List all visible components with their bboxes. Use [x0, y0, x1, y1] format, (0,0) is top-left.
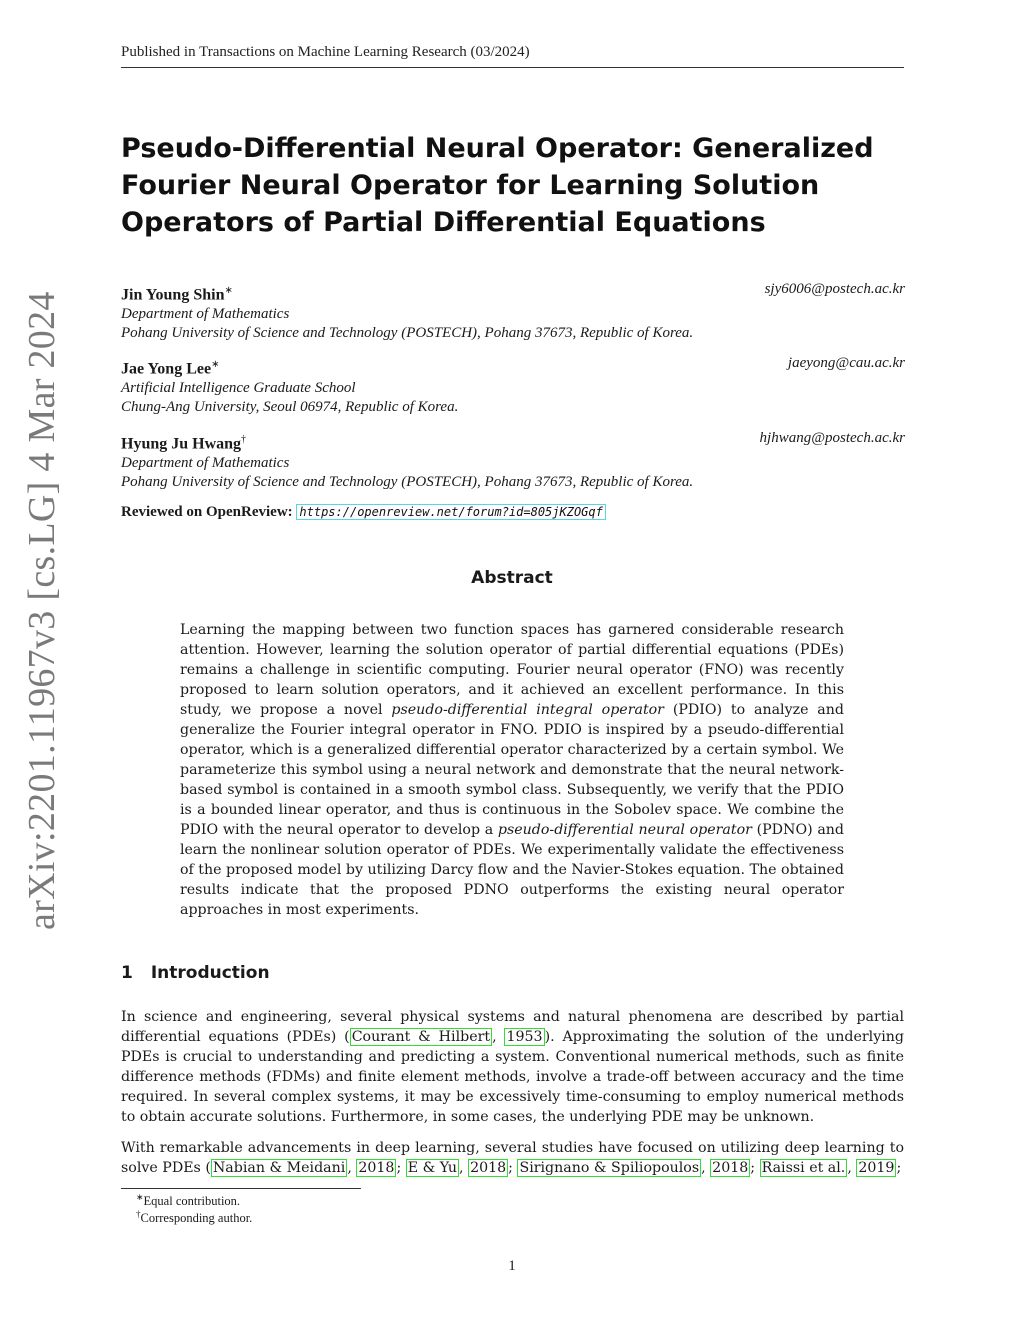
author-3 [121, 430, 905, 492]
page-number: 1 [508, 1258, 516, 1274]
author-email: sjy6006@postech.ac.kr [764, 281, 905, 297]
footnote-2: †Corresponding author. [136, 1209, 253, 1226]
section-number: 1 [121, 963, 133, 983]
paper-title: Pseudo-Differential Neural Operator: Generalized Fourier Neural Operator for Learning Solution Operators of Partial Differential Equations [121, 133, 874, 238]
author-1 [121, 281, 905, 343]
section-title: Introduction [150, 963, 270, 983]
citation-year-link[interactable]: 2018 [712, 1160, 749, 1176]
intro-paragraph-2: With remarkable advancements in deep learning, several studies have focused on utilizing deep learning to solve PDEs ( Nabian & Meidani , 2018 ; E & Yu , 2018 ; Sirignano & Spiliopoulos , 2018 ; Raissi et al. , 2019 ; [121, 1140, 904, 1176]
pdno-term: pseudo-differential neural operator [497, 822, 752, 838]
author-mark: ∗ [211, 359, 220, 370]
citation-year-link[interactable]: 2019 [858, 1160, 895, 1176]
footnote-rule [121, 1188, 361, 1189]
citation-link[interactable]: E & Yu [407, 1160, 458, 1176]
author-email: jaeyong@cau.ac.kr [787, 355, 905, 371]
author-name: Hyung Ju Hwang [121, 435, 242, 453]
citation-year-link[interactable]: 2018 [470, 1160, 507, 1176]
author-mark: † [241, 434, 247, 445]
review-line [121, 504, 606, 521]
abstract-body: Learning the mapping between two function spaces has garnered considerable research attention. However, learning the solution operator of partial differential equations (PDEs) remains a challenge in scientific computing. Fourier neural operator (FNO) was recently proposed to learn solution operators, and it achieved an excellent performance. In this study, we propose a novel pseudo-differential integral operator (PDIO) to analyze and generalize the Fourier integral operator in FNO. PDIO is inspired by a pseudo-differential operator, which is a generalized differential operator characterized by a certain symbol. We parameterize this symbol using a neural network and demonstrate that the neural network-based symbol is contained in a smooth symbol class. Subsequently, we verify that the PDIO is a bounded linear operator, and thus is continuous in the Sobolev space. We combine the PDIO with the neural operator to develop a pseudo-differential neural operator (PDNO) and learn the nonlinear solution operator of PDEs. We experimentally validate the effectiveness of the proposed model by utilizing Darcy flow and the Navier-Stokes equation. The obtained results indicate that the proposed PDNO outperforms the existing neural operator approaches in most experiments. [180, 622, 845, 918]
author-email: hjhwang@postech.ac.kr [759, 430, 905, 446]
openreview-link[interactable]: https://openreview.net/forum?id=805jKZOGqf [296, 504, 605, 520]
author-name: Jae Yong Lee [121, 360, 212, 378]
author-name: Jin Young Shin [121, 286, 225, 304]
pdio-term: pseudo-differential integral operator [391, 702, 664, 718]
author-department: Department of Mathematics [121, 306, 290, 323]
author-department: Artificial Intelligence Graduate School [121, 380, 356, 397]
abstract-heading: Abstract [471, 568, 553, 588]
author-2 [121, 355, 905, 417]
citation-link[interactable]: Nabian & Meidani [212, 1160, 346, 1176]
citation-year-link[interactable]: 2018 [358, 1160, 395, 1176]
author-institution: Pohang University of Science and Technology (POSTECH), Pohang 37673, Republic of Korea. [121, 325, 694, 342]
author-department: Department of Mathematics [121, 455, 290, 472]
review-label: Reviewed on OpenReview: [121, 504, 293, 520]
intro-paragraph-1: In science and engineering, several physical systems and natural phenomena are described by partial differential equations (PDEs) ( Courant & Hilbert , 1953 ). Approximating the solution of the underlying PDEs is crucial to understanding and predicting a system. Conventional numerical methods, such as finite difference methods (FDMs) and finite element methods, involve a trade-off between accuracy and the time required. In several complex systems, it may be excessively time-consuming to employ numerical methods to obtain accurate solutions. Furthermore, in some cases, the underlying PDE may be unknown. [121, 1009, 904, 1125]
arxiv-stamp: arXiv:2201.11967v3 [cs.LG] 4 Mar 2024 [21, 291, 63, 930]
citation-link[interactable]: Raissi et al. [761, 1160, 846, 1176]
running-header: Published in Transactions on Machine Learning Research (03/2024) [121, 44, 904, 68]
author-institution: Chung-Ang University, Seoul 06974, Republic of Korea. [121, 399, 459, 416]
citation-link[interactable]: Courant & Hilbert [351, 1029, 491, 1045]
citation-year-link[interactable]: 1953 [506, 1029, 543, 1045]
section-heading-introduction [121, 963, 270, 983]
author-mark: ∗ [224, 285, 233, 296]
footnote-1: ∗Equal contribution. [136, 1192, 241, 1209]
author-institution: Pohang University of Science and Technology (POSTECH), Pohang 37673, Republic of Korea. [121, 474, 694, 491]
citation-link[interactable]: Sirignano & Spiliopoulos [519, 1160, 700, 1176]
